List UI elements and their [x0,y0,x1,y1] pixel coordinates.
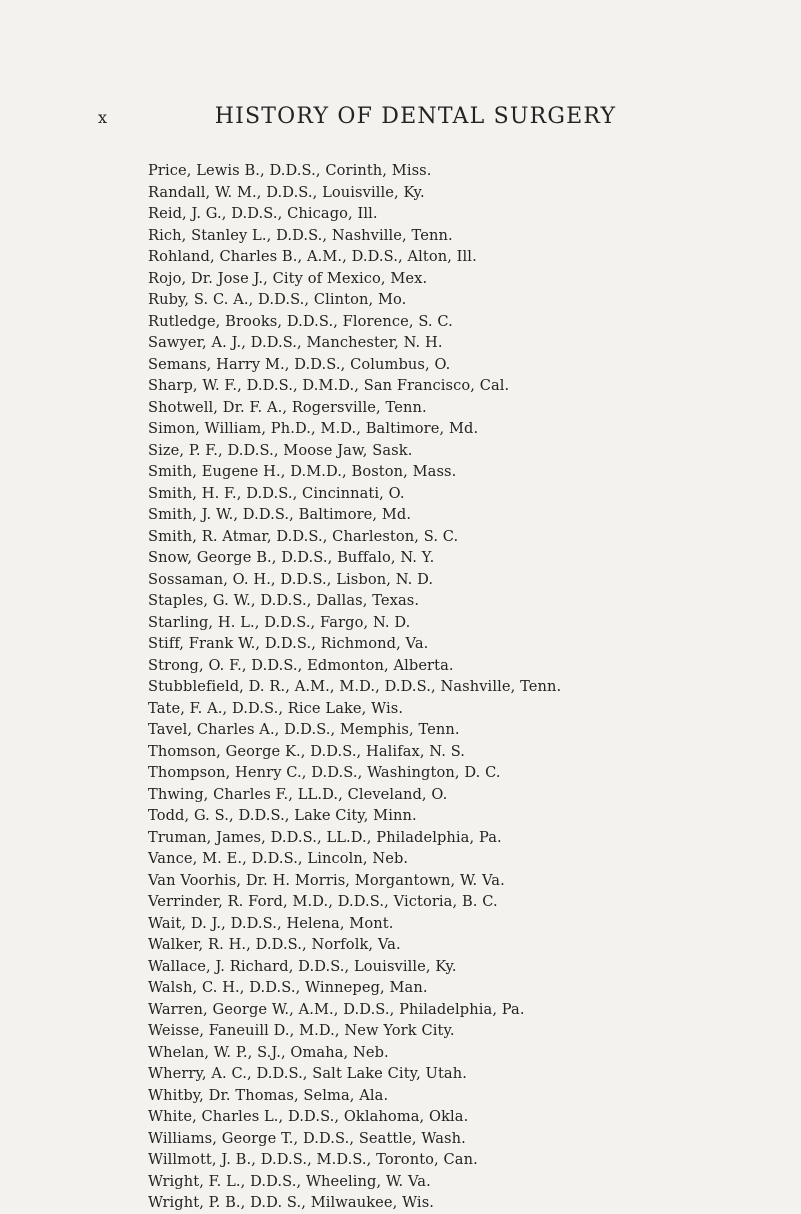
list-item: Willmott, J. B., D.D.S., M.D.S., Toronto, Can. [148,1151,478,1168]
list-item: Wait, D. J., D.D.S., Helena, Mont. [148,914,394,932]
list-item: Vance, M. E., D.D.S., Lincoln, Neb. [148,850,409,867]
list-item: Sharp, W. F., D.D.S., D.M.D., San Francisco, Cal. [148,377,510,394]
list-item: Smith, H. F., D.D.S., Cincinnati, O. [148,484,405,502]
list-item: Wright, P. B., D.D. S., Milwaukee, Wis. [148,1194,435,1211]
list-item: Staples, G. W., D.D.S., Dallas, Texas. [148,592,420,609]
list-item: Tate, F. A., D.D.S., Rice Lake, Wis. [148,699,404,717]
list-item: Truman, James, D.D.S., LL.D., Philadelphia, Pa. [148,828,502,846]
page-number: x [98,108,108,127]
list-item: Stubblefield, D. R., A.M., M.D., D.D.S., Nashville, Tenn. [148,678,562,695]
list-item: Snow, George B., D.D.S., Buffalo, N. Y. [148,549,435,566]
subscriber-list [148,160,788,1214]
list-item: Wright, F. L., D.D.S., Wheeling, W. Va. [148,1172,431,1190]
list-item: Stiff, Frank W., D.D.S., Richmond, Va. [148,635,429,652]
list-item: Walsh, C. H., D.D.S., Winnepeg, Man. [148,979,428,996]
list-item: Thomson, George K., D.D.S., Halifax, N. S. [148,742,466,760]
list-item: Size, P. F., D.D.S., Moose Jaw, Sask. [148,441,413,459]
list-item: Randall, W. M., D.D.S., Louisville, Ky. [148,183,425,201]
list-item: Shotwell, Dr. F. A., Rogersville, Tenn. [148,398,427,416]
list-item: Ruby, S. C. A., D.D.S., Clinton, Mo. [148,291,407,308]
list-item: Strong, O. F., D.D.S., Edmonton, Alberta. [148,656,454,674]
list-item: Price, Lewis B., D.D.S., Corinth, Miss. [148,162,432,179]
list-item: Todd, G. S., D.D.S., Lake City, Minn. [148,807,417,824]
list-item: Whelan, W. P., S.J., Omaha, Neb. [148,1043,389,1061]
list-item: Warren, George W., A.M., D.D.S., Philadelphia, Pa. [148,1000,525,1018]
list-item: Williams, George T., D.D.S., Seattle, Wash. [148,1129,466,1147]
list-item: Rutledge, Brooks, D.D.S., Florence, S. C. [148,312,453,330]
list-item: Tavel, Charles A., D.D.S., Memphis, Tenn. [148,721,460,738]
list-item: Rohland, Charles B., A.M., D.D.S., Alton, Ill. [148,248,477,265]
running-title: HISTORY OF DENTAL SURGERY [214,104,617,129]
list-item: Thwing, Charles F., LL.D., Cleveland, O. [148,785,448,803]
list-item: Van Voorhis, Dr. H. Morris, Morgantown, W. Va. [148,871,505,889]
list-item: Wherry, A. C., D.D.S., Salt Lake City, Utah. [148,1065,467,1082]
list-item: Whitby, Dr. Thomas, Selma, Ala. [148,1086,389,1104]
list-item: Smith, Eugene H., D.M.D., Boston, Mass. [148,463,457,480]
list-item: Smith, J. W., D.D.S., Baltimore, Md. [148,506,412,523]
list-item: Walker, R. H., D.D.S., Norfolk, Va. [148,936,401,953]
list-item: Smith, R. Atmar, D.D.S., Charleston, S. C. [148,527,459,545]
list-item: Starling, H. L., D.D.S., Fargo, N. D. [148,613,411,631]
list-item: Rojo, Dr. Jose J., City of Mexico, Mex. [148,269,428,287]
list-item: Simon, William, Ph.D., M.D., Baltimore, Md. [148,420,479,437]
list-item: Semans, Harry M., D.D.S., Columbus, O. [148,355,451,373]
list-item: Reid, J. G., D.D.S., Chicago, Ill. [148,205,378,222]
list-item: Verrinder, R. Ford, M.D., D.D.S., Victoria, B. C. [148,893,498,910]
list-item: Sawyer, A. J., D.D.S., Manchester, N. H. [148,334,443,351]
list-item: Wallace, J. Richard, D.D.S., Louisville, Ky. [148,957,457,975]
list-item: White, Charles L., D.D.S., Oklahoma, Okla. [148,1108,469,1125]
list-item: Weisse, Faneuill D., M.D., New York City. [148,1022,455,1039]
list-item: Thompson, Henry C., D.D.S., Washington, D. C. [148,764,501,781]
list-item: Sossaman, O. H., D.D.S., Lisbon, N. D. [148,570,434,588]
list-item: Rich, Stanley L., D.D.S., Nashville, Tenn. [148,226,453,244]
